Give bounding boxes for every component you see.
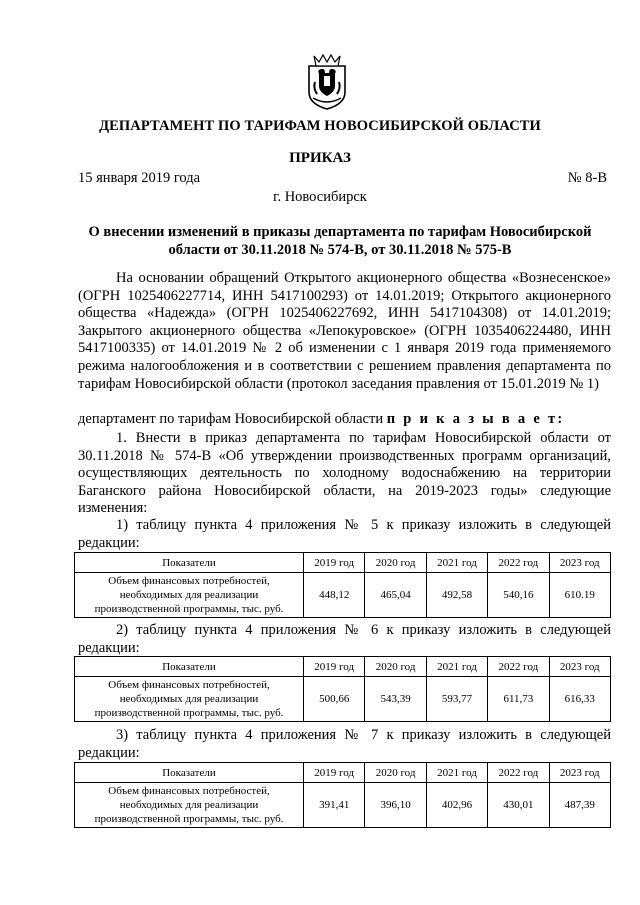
finance-table-1 (74, 552, 611, 618)
value-cell: 611,73 (488, 677, 549, 722)
document-number: № 8-В (567, 170, 607, 186)
header-cell: Показатели (75, 763, 304, 783)
table-row (75, 573, 611, 618)
finance-table-3 (74, 762, 611, 828)
header-cell: 2021 год (426, 763, 487, 783)
header-cell: 2019 год (304, 763, 365, 783)
header-cell: Показатели (75, 657, 304, 677)
header-cell: 2023 год (549, 553, 610, 573)
header-cell: 2023 год (549, 657, 610, 677)
orders-line (78, 411, 611, 429)
preamble-paragraph: На основании обращений Открытого акционерного общества «Вознесенское» (ОГРН 1025406227714, ИНН 5417100293) от 14.01.2019; Открытого акционерного общества «Надежда» (ОГРН 1025406227692, ИНН 5417104308) от 14.01.2019; Закрытого акционерного общества «Лепокуровское» (ОГРН 1035406224480, ИНН 5417100335) от 14.01.2019 № 2 об изменении с 1 января 2019 года применяемого режима налогообложения и в соответствии с решением правления департамента по тарифам Новосибирской области (протокол заседания правления от 15.01.2019 № 1) (78, 270, 611, 392)
header-cell: 2022 год (488, 553, 549, 573)
value-cell: 593,77 (426, 677, 487, 722)
value-cell: 540,16 (488, 573, 549, 618)
orders-word: п р и к а з ы в а е т: (386, 411, 565, 427)
value-cell: 448,12 (304, 573, 365, 618)
row-label: Объем финансовых потребностей, необходимых для реализации производственной программы, тыс. руб. (75, 677, 304, 722)
value-cell: 396,10 (365, 783, 426, 828)
value-cell: 402,96 (426, 783, 487, 828)
header-cell: 2020 год (365, 763, 426, 783)
header-cell: 2019 год (304, 657, 365, 677)
finance-table-2 (74, 656, 611, 722)
header-cell: 2022 год (488, 763, 549, 783)
subitem-2: 2) таблицу пункта 4 приложения № 6 к приказу изложить в следующей редакции: (78, 622, 611, 656)
value-cell: 391,41 (304, 783, 365, 828)
table-row (75, 677, 611, 722)
orders-lead: департамент по тарифам Новосибирской области (78, 411, 384, 427)
header-cell: 2022 год (488, 657, 549, 677)
header-cell: 2021 год (426, 553, 487, 573)
document-date: 15 января 2019 года (78, 170, 201, 186)
value-cell: 465,04 (365, 573, 426, 618)
table-header-row (75, 553, 611, 573)
value-cell: 616,33 (549, 677, 610, 722)
value-cell: 492,58 (426, 573, 487, 618)
document-type: ПРИКАЗ (289, 150, 351, 166)
header-cell: 2023 год (549, 763, 610, 783)
value-cell: 430,01 (488, 783, 549, 828)
department-title: ДЕПАРТАМЕНТ ПО ТАРИФАМ НОВОСИБИРСКОЙ ОБЛАСТИ (99, 118, 541, 134)
header-cell: 2020 год (365, 553, 426, 573)
header-cell: 2019 год (304, 553, 365, 573)
value-cell: 500,66 (304, 677, 365, 722)
table-header-row (75, 763, 611, 783)
header-cell: 2021 год (426, 657, 487, 677)
table-row (75, 783, 611, 828)
document-subject: О внесении изменений в приказы департамента по тарифам Новосибирской области от 30.11.2018 № 574-В, от 30.11.2018 № 575-В (88, 224, 592, 258)
subitem-1: 1) таблицу пункта 4 приложения № 5 к приказу изложить в следующей редакции: (78, 517, 611, 551)
row-label: Объем финансовых потребностей, необходимых для реализации производственной программы, тыс. руб. (75, 573, 304, 618)
header-cell: Показатели (75, 553, 304, 573)
table-header-row (75, 657, 611, 677)
header-cell: 2020 год (365, 657, 426, 677)
document-city: г. Новосибирск (273, 189, 367, 205)
item-1-paragraph: 1. Внести в приказ департамента по тарифам Новосибирской области от 30.11.2018 № 574-В «Об утверждении производственных программ организаций, осуществляющих деятельность по холодному водоснабжению на территории Баганского района Новосибирской области, на 2019-2023 годы» следующие изменения: (78, 430, 611, 517)
value-cell: 487,39 (549, 783, 610, 828)
coat-of-arms-icon (305, 52, 349, 110)
value-cell: 610.19 (549, 573, 610, 618)
value-cell: 543,39 (365, 677, 426, 722)
subitem-3: 3) таблицу пункта 4 приложения № 7 к приказу изложить в следующей редакции: (78, 727, 611, 761)
row-label: Объем финансовых потребностей, необходимых для реализации производственной программы, тыс. руб. (75, 783, 304, 828)
